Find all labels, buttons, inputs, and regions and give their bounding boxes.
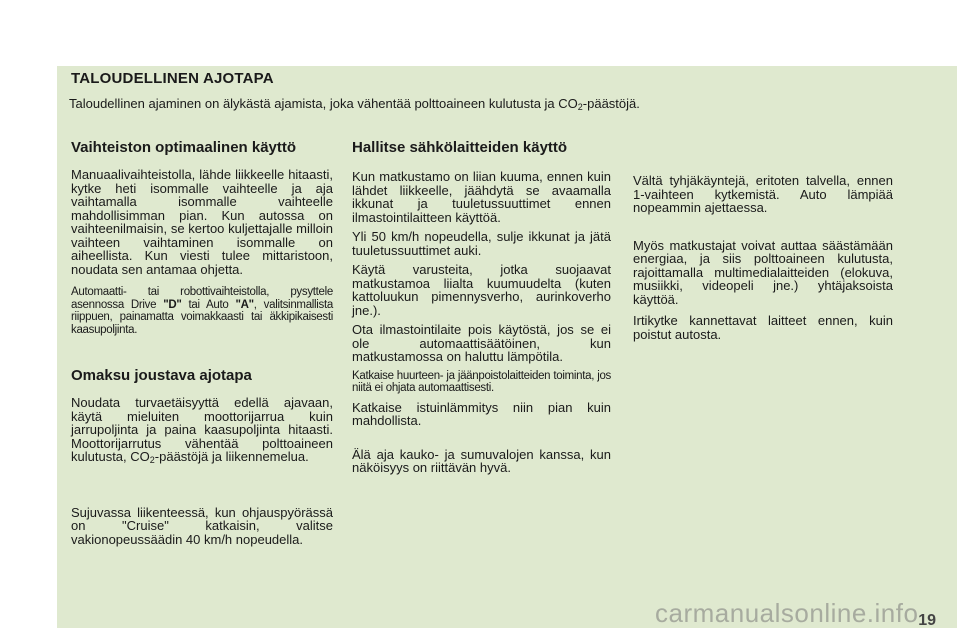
section-heading-flexible-driving: Omaksu joustava ajotapa bbox=[71, 367, 252, 384]
paragraph-cabin-hot: Kun matkustamo on liian kuuma, ennen kuin lähdet liikkeelle, jäähdytä se avaamalla ikkunat ja tuuletussuuttimet ennen ilmastointilaitteen käyttöä. bbox=[352, 169, 611, 225]
intro-subscript: 2 bbox=[577, 102, 583, 112]
paragraph-cruise: Sujuvassa liikenteessä, kun ohjauspyörässä on "Cruise" katkaisin, valitse vakionopeussäädin 40 km/h nopeudella. bbox=[71, 504, 333, 547]
paragraph-portable-devices: Irtikytke kannettavat laitteet ennen, kuin poistut autosta. bbox=[633, 313, 893, 342]
paragraph-seat-heating: Katkaise istuinlämmitys niin pian kuin mahdollista. bbox=[352, 399, 611, 428]
safety-subscript: 2 bbox=[149, 455, 155, 465]
auto-text-drive: "D" bbox=[163, 298, 182, 311]
column-left bbox=[71, 140, 333, 556]
section-heading-gearbox: Vaihteiston optimaalinen käyttö bbox=[71, 139, 297, 156]
paragraph-speed-windows: Yli 50 km/h nopeudella, sulje ikkunat ja jätä tuuletussuuttimet auki. bbox=[352, 229, 611, 258]
page-number: 19 bbox=[918, 612, 936, 629]
paragraph-air-conditioning: Ota ilmastointilaite pois käytöstä, jos se ei ole automaattisäätöinen, kun matkustamossa on haluttu lämpötila. bbox=[352, 322, 611, 364]
auto-text-c: , valitsinmallista riippuen, painamatta voimakkaasti tai äkkipikaisesti kaasupoljinta. bbox=[71, 298, 333, 336]
safety-text-main: Noudata turvaetäisyyttä edellä ajavaan, käytä mieluiten moottorijarrua kuin jarrupoljinta ja paina kaasupoljinta hitaasti. Moottorijarrutus vähentää polttoaineen kulutusta, CO bbox=[71, 395, 333, 464]
watermark-logo: carmanualsonline.info bbox=[655, 598, 919, 628]
paragraph-passengers: Myös matkustajat voivat auttaa säästämään energiaa, ja siis polttoaineen kulutusta, rajoittamalla multimedialaitteiden (elokuva, musiikki, videopeli jne.) yhtäjaksoista käyttöä. bbox=[633, 237, 893, 307]
intro-text-main: Taloudellinen ajaminen on älykästä ajamista, joka vähentää polttoaineen kulutusta ja CO bbox=[69, 96, 578, 111]
paragraph-lights: Älä aja kauko- ja sumuvalojen kanssa, kun näköisyys on riittävän hyvä. bbox=[352, 446, 611, 475]
paragraph-defrost: Katkaise huurteen- ja jäänpoistolaitteiden toiminta, jos niitä ei ohjata automaattisesti. bbox=[352, 369, 611, 394]
auto-text-b: tai Auto bbox=[181, 298, 236, 311]
column-middle bbox=[352, 140, 611, 481]
safety-text-end: -päästöjä ja liikennemelua. bbox=[154, 449, 309, 464]
section-heading-electrical: Hallitse sähkölaitteiden käyttö bbox=[352, 139, 568, 156]
auto-text-a: Automaatti- tai robottivaihteistolla, pysyttele asennossa Drive bbox=[71, 286, 333, 311]
paragraph-manual-gearbox: Manuaalivaihteistolla, lähde liikkeelle hitaasti, kytke heti isommalle vaihteelle ja aja vaihtamalla isommalle vaihteelle mahdollisimman pian. Kun autossa on vaihteenilmaisin, se kertoo kuljettajalle milloin vaihteen vaihtaminen isommalle on aiheellista. Kun viesti tulee mittaristoon, noudata sen antamaa ohjetta. bbox=[71, 167, 333, 277]
intro-text-end: -päästöjä. bbox=[582, 96, 640, 111]
paragraph-idling: Vältä tyhjäkäyntejä, eritoten talvella, ennen 1-vaihteen kytkemistä. Auto lämpiää nopeammin ajettaessa. bbox=[633, 173, 893, 215]
column-right bbox=[633, 174, 893, 349]
paragraph-automatic-gearbox bbox=[71, 286, 333, 336]
paragraph-safety-distance bbox=[71, 396, 333, 468]
auto-text-auto: "A" bbox=[235, 298, 254, 311]
page-title: TALOUDELLINEN AJOTAPA bbox=[71, 70, 274, 87]
paragraph-sun-protection: Käytä varusteita, jotka suojaavat matkustamoa liialta kuumuudelta (kuten kattoluukun pimennysverho, aurinkoverho jne.). bbox=[352, 262, 611, 318]
intro-text bbox=[69, 96, 640, 112]
